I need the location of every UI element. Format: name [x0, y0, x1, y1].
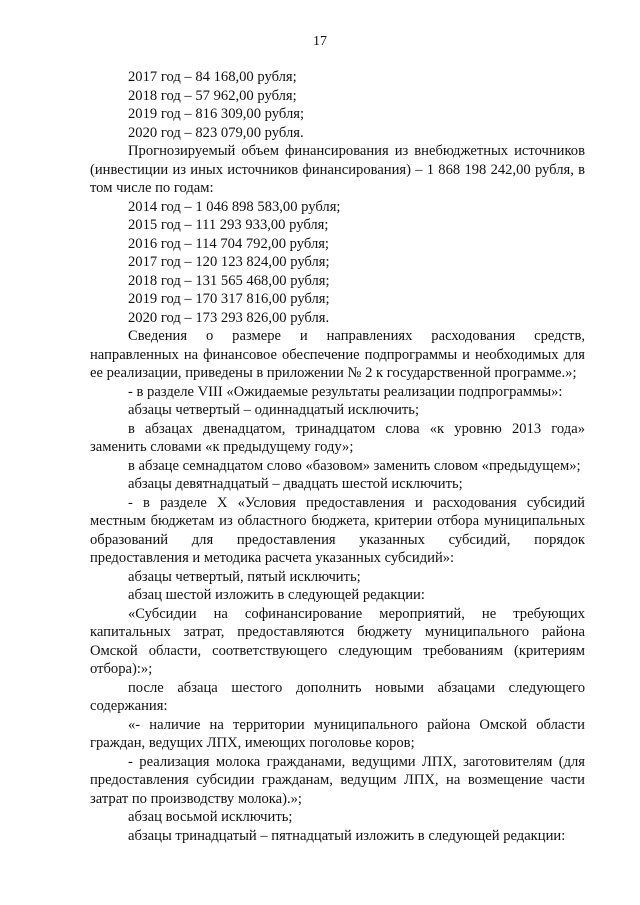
paragraph-funding-info: Сведения о размере и направлениях расходования средств, направленных на финансовое обеспечение подпрограммы и необходимых для ее реализации, приведены в приложении № 2 к государственной программе.»; [90, 328, 585, 381]
page-number: 17 [313, 34, 327, 49]
forecast-line-2014: 2014 год – 1 046 898 583,00 рубля; [128, 198, 341, 215]
funding-line-2020: 2020 год – 823 079,00 рубля. [128, 124, 304, 141]
funding-line-2018: 2018 год – 57 962,00 рубля; [128, 87, 297, 104]
funding-line-2019: 2019 год – 816 309,00 рубля; [128, 106, 304, 122]
paragraph-replace-base: в абзаце семнадцатом слово «базовом» заменить словом «предыдущем»; [128, 457, 581, 474]
paragraph-criterion-milk: - реализация молока гражданами, ведущими ЛПХ, заготовителям (для предоставления субсидии гражданам, ведущим ЛПХ, на возмещение части затрат по производству молока).»; [90, 753, 585, 807]
forecast-paragraph: Прогнозируемый объем финансирования из внебюджетных источников (инвестиции из иных источников финансирования) – 1 868 198 242,00 рубля, в том числе по годам: [90, 143, 585, 196]
forecast-line-2018: 2018 год – 131 565 468,00 рубля; [128, 272, 330, 289]
forecast-line-2020: 2020 год – 173 293 826,00 рубля. [128, 309, 330, 326]
paragraph-replace-level: в абзацах двенадцатом, тринадцатом слова «к уровню 2013 года» заменить словами «к предыдущему году»; [90, 420, 585, 455]
paragraph-sixth-edit: абзац шестой изложить в следующей редакции: [128, 587, 425, 603]
paragraph-exclude-19-26: абзацы девятнадцатый – двадцать шестой исключить; [128, 476, 463, 492]
document-body [90, 68, 585, 845]
paragraph-exclude-eighth: абзац восьмой исключить; [128, 809, 293, 825]
paragraph-add-after-sixth: после абзаца шестого дополнить новыми абзацами следующего содержания: [90, 679, 585, 714]
paragraph-subsidies-quote: «Субсидии на софинансирование мероприятий, не требующих капитальных затрат, предоставляются бюджету муниципального района Омской области, соответствующего следующим требованиям (критериям отбора):»; [90, 605, 585, 677]
paragraph-criterion-cows: «- наличие на территории муниципального района Омской области граждан, ведущих ЛПХ, имеющих поголовье коров; [90, 716, 585, 751]
forecast-line-2019: 2019 год – 170 317 816,00 рубля; [128, 291, 330, 307]
forecast-line-2017: 2017 год – 120 123 824,00 рубля; [128, 254, 330, 270]
funding-line-2017: 2017 год – 84 168,00 рубля; [128, 69, 297, 85]
paragraph-section-viii: - в разделе VIII «Ожидаемые результаты реализации подпрограммы»: [128, 383, 563, 400]
paragraph-exclude-4-11: абзацы четвертый – одиннадцатый исключить; [128, 402, 420, 418]
forecast-line-2015: 2015 год – 111 293 933,00 рубля; [128, 217, 329, 233]
paragraph-exclude-4-5: абзацы четвертый, пятый исключить; [128, 568, 361, 585]
paragraph-13-15-edit: абзацы тринадцатый – пятнадцатый изложить в следующей редакции: [128, 827, 566, 844]
forecast-line-2016: 2016 год – 114 704 792,00 рубля; [128, 235, 329, 252]
paragraph-section-x: - в разделе X «Условия предоставления и расходования субсидий местным бюджетам из областного бюджета, критерии отбора муниципальных образований для предоставления указанных субсидий, порядок предоставления и методика расчета указанных субсидий»: [90, 494, 585, 566]
